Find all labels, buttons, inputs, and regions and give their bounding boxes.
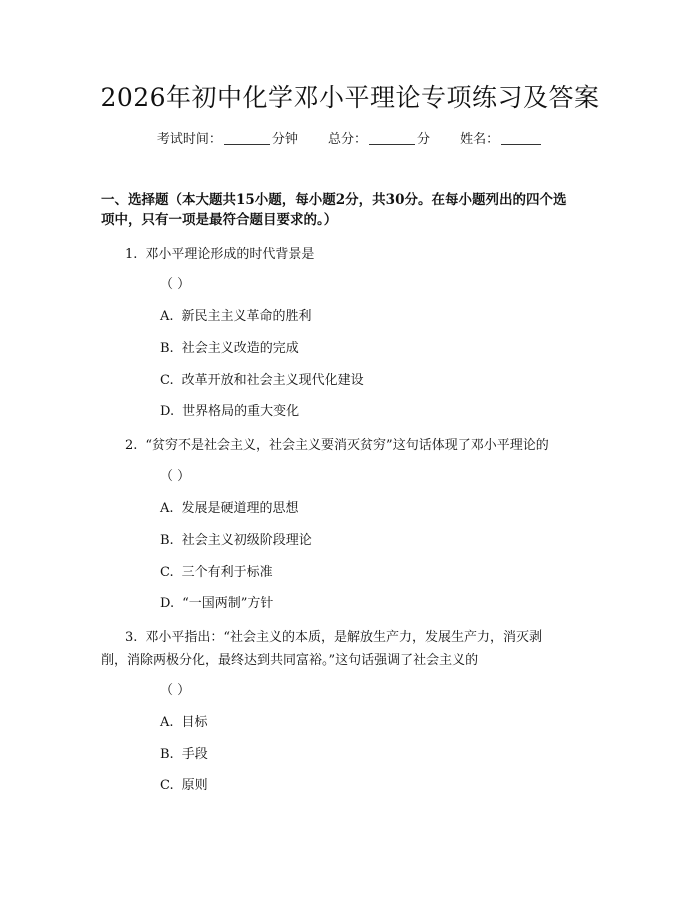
section-heading bbox=[101, 190, 601, 230]
option-b bbox=[160, 532, 312, 550]
section-heading-line2: 项中，只有一项是最符合题目要求的。） bbox=[101, 212, 338, 228]
answer-blank: （ ） bbox=[160, 683, 191, 698]
time-unit: 分钟 bbox=[271, 132, 298, 147]
option-a bbox=[160, 714, 208, 732]
time-field bbox=[157, 131, 298, 149]
score-field bbox=[328, 131, 430, 149]
option-d bbox=[160, 403, 299, 421]
option-letter: A. bbox=[160, 309, 174, 324]
option-letter: C. bbox=[160, 778, 174, 793]
option-c bbox=[160, 777, 208, 795]
answer-blank: （ ） bbox=[160, 277, 191, 292]
option-letter: C. bbox=[160, 373, 174, 388]
score-unit: 分 bbox=[417, 132, 431, 147]
option-text: 世界格局的重大变化 bbox=[182, 404, 300, 419]
answer-blank: （ ） bbox=[160, 469, 191, 484]
option-letter: A. bbox=[160, 501, 174, 516]
name-field bbox=[460, 131, 543, 149]
option-text: 社会主义初级阶段理论 bbox=[181, 533, 312, 548]
option-b bbox=[160, 746, 208, 764]
time-blank bbox=[224, 131, 270, 145]
question-stem bbox=[125, 246, 314, 264]
question-stem bbox=[125, 629, 542, 647]
time-label: 考试时间： bbox=[156, 132, 222, 147]
question-stem bbox=[125, 437, 549, 455]
score-blank bbox=[369, 131, 415, 145]
option-b bbox=[160, 340, 299, 358]
question-number: 1. bbox=[125, 247, 138, 262]
name-blank bbox=[501, 131, 541, 145]
option-text: 目标 bbox=[181, 715, 208, 730]
option-text: 三个有利于标准 bbox=[181, 565, 273, 580]
question-text: “贫穷不是社会主义，社会主义要消灭贫穷”这句话体现了邓小平理论的 bbox=[145, 438, 549, 453]
option-text: 手段 bbox=[181, 747, 208, 762]
question-text-continued: 削，消除两极分化，最终达到共同富裕。”这句话强调了社会主义的 bbox=[101, 653, 479, 668]
name-label: 姓名： bbox=[460, 132, 500, 147]
question-number: 3. bbox=[125, 630, 138, 645]
section-heading-line1: 一、选择题（本大题共15小题，每小题2分，共30分。在每小题列出的四个选 bbox=[101, 192, 567, 208]
page-title: 2026年初中化学邓小平理论专项练习及答案 bbox=[100, 83, 600, 112]
option-letter: B. bbox=[160, 533, 174, 548]
option-text: 社会主义改造的完成 bbox=[181, 341, 299, 356]
option-text: 原则 bbox=[181, 778, 208, 793]
option-a bbox=[160, 500, 299, 518]
question-text: 邓小平理论形成的时代背景是 bbox=[145, 247, 315, 262]
option-d bbox=[160, 595, 273, 613]
exam-info-line bbox=[0, 131, 700, 149]
option-letter: D. bbox=[160, 596, 175, 611]
option-text: 发展是硬道理的思想 bbox=[181, 501, 299, 516]
option-letter: D. bbox=[160, 404, 175, 419]
option-letter: B. bbox=[160, 747, 174, 762]
option-c bbox=[160, 372, 364, 390]
option-letter: C. bbox=[160, 565, 174, 580]
question-number: 2. bbox=[125, 438, 138, 453]
option-text: 改革开放和社会主义现代化建设 bbox=[181, 373, 364, 388]
option-text: “一国两制”方针 bbox=[182, 596, 274, 611]
option-letter: B. bbox=[160, 341, 174, 356]
option-c bbox=[160, 564, 273, 582]
option-a bbox=[160, 308, 312, 326]
option-letter: A. bbox=[160, 715, 174, 730]
question-text: 邓小平指出：“社会主义的本质，是解放生产力，发展生产力，消灭剥 bbox=[145, 630, 543, 645]
score-label: 总分： bbox=[327, 132, 367, 147]
option-text: 新民主主义革命的胜利 bbox=[181, 309, 312, 324]
